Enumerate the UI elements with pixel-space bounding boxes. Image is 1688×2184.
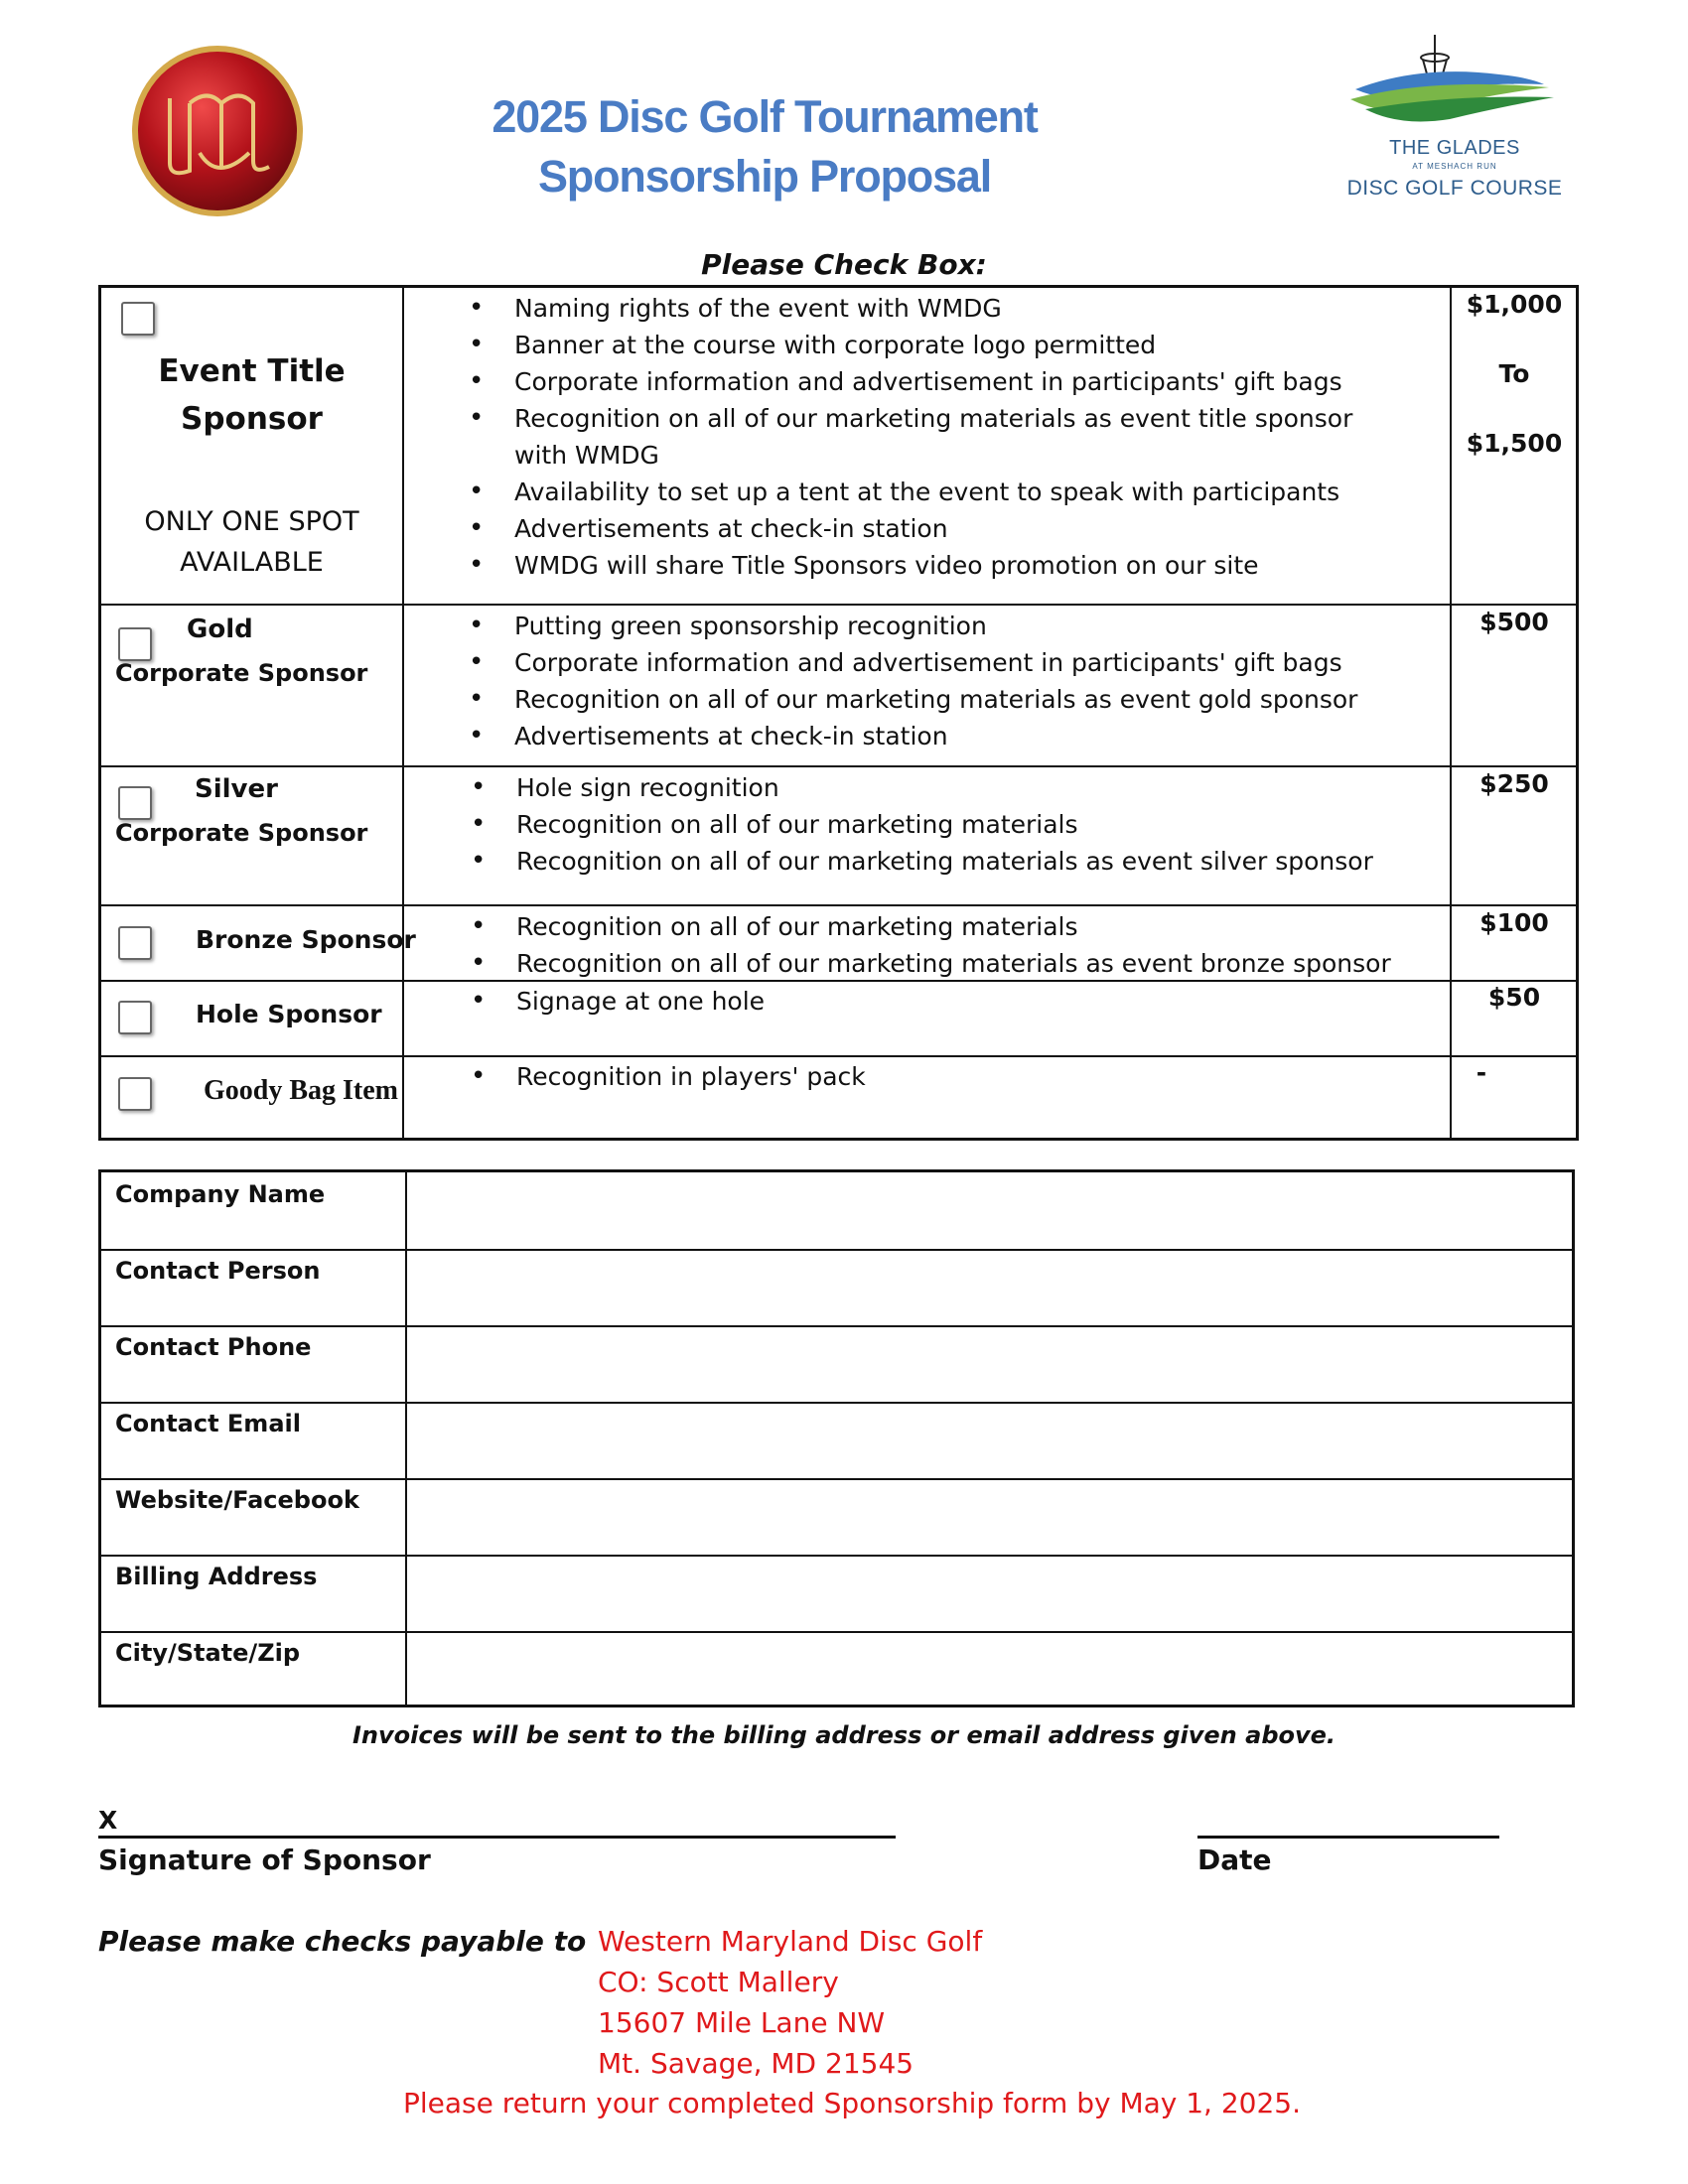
contact-phone-label: Contact Phone <box>115 1333 312 1361</box>
contact-row <box>101 1555 1572 1633</box>
benefit-item: • Recognition on all of our marketing materials as event title sponsor with WMDG <box>514 400 1408 474</box>
benefit-item: • Recognition on all of our marketing materials <box>516 908 1410 945</box>
contact-person-label: Contact Person <box>115 1257 321 1285</box>
contact-info-table <box>98 1169 1575 1707</box>
goody-bag-price: - <box>1476 1058 1487 1087</box>
contact-row <box>101 1478 1572 1557</box>
title-line-1: 2025 Disc Golf Tournament <box>492 91 1038 142</box>
benefit-item: • Hole sign recognition <box>516 769 1410 806</box>
glades-logo <box>1331 30 1579 208</box>
city-state-zip-label: City/State/Zip <box>115 1639 300 1667</box>
benefit-item: • Putting green sponsorship recognition <box>514 608 1408 644</box>
contact-email-field[interactable] <box>405 1402 1572 1478</box>
benefit-item: • Corporate information and advertisement in participants' gift bags <box>514 644 1408 681</box>
benefit-item: • Recognition on all of our marketing materials as event silver sponsor <box>516 843 1410 880</box>
tier-name-line-1: Event Title <box>158 353 346 389</box>
row-divider <box>101 604 1576 606</box>
payee-address-line: Mt. Savage, MD 21545 <box>598 2047 914 2080</box>
silver-sponsor-price: $250 <box>1479 769 1549 798</box>
title-sponsor-price-to: $1,500 <box>1466 429 1563 458</box>
check-instruction: Please Check Box: <box>701 248 987 281</box>
contact-person-field[interactable] <box>405 1249 1572 1325</box>
column-divider <box>402 288 404 1138</box>
title-sponsor-checkbox[interactable] <box>121 302 155 336</box>
benefit-item: • Naming rights of the event with WMDG <box>514 290 1408 327</box>
benefit-item: • WMDG will share Title Sponsors video promotion on our site <box>514 547 1408 584</box>
payee-address-line: Western Maryland Disc Golf <box>598 1925 983 1958</box>
signature-label: Signature of Sponsor <box>98 1843 431 1876</box>
date-label: Date <box>1197 1843 1272 1876</box>
benefit-item: • Recognition on all of our marketing materials <box>516 806 1410 843</box>
gold-sponsor-price: $500 <box>1479 608 1549 636</box>
page-title <box>417 87 1112 206</box>
company-name-field[interactable] <box>405 1172 1572 1249</box>
title-sponsor-benefits <box>514 290 1408 584</box>
tier-name-silver-sub: Corporate Sponsor <box>115 819 368 847</box>
benefit-item: • Recognition on all of our marketing materials as event gold sponsor <box>514 681 1408 718</box>
title-sponsor-price-from: $1,000 <box>1466 290 1563 319</box>
billing-address-label: Billing Address <box>115 1563 318 1590</box>
signature-line[interactable] <box>98 1836 896 1839</box>
title-sponsor-price-to-word: To <box>1498 359 1530 388</box>
invoice-note: Invoices will be sent to the billing address or email address given above. <box>352 1721 1336 1749</box>
website-facebook-label: Website/Facebook <box>115 1486 359 1514</box>
payee-address-line: CO: Scott Mallery <box>598 1966 839 1998</box>
tier-name-line-2: Sponsor <box>181 401 323 437</box>
contact-row <box>101 1325 1572 1404</box>
row-divider <box>101 904 1576 906</box>
city-state-zip-field[interactable] <box>405 1631 1572 1707</box>
hole-sponsor-price: $50 <box>1487 983 1541 1012</box>
billing-address-field[interactable] <box>405 1555 1572 1631</box>
silver-sponsor-benefits <box>516 769 1410 880</box>
hole-sponsor-benefits <box>516 983 1410 1020</box>
payable-label: Please make checks payable to <box>98 1925 587 1958</box>
tier-name-gold: Gold <box>187 614 253 644</box>
goody-bag-checkbox[interactable] <box>118 1077 152 1111</box>
silver-sponsor-checkbox[interactable] <box>118 786 152 820</box>
sponsorship-table <box>98 285 1579 1141</box>
gold-sponsor-checkbox[interactable] <box>118 627 152 661</box>
contact-row <box>101 1249 1572 1327</box>
tier-name-bronze: Bronze Sponsor <box>196 925 416 954</box>
website-facebook-field[interactable] <box>405 1478 1572 1555</box>
benefit-item: • Recognition on all of our marketing materials as event bronze sponsor <box>516 945 1410 982</box>
payee-address-line: 15607 Mile Lane NW <box>598 2006 886 2039</box>
title-line-2: Sponsorship Proposal <box>537 151 992 202</box>
row-divider <box>101 1055 1576 1057</box>
company-name-label: Company Name <box>115 1180 326 1208</box>
glades-subtitle: AT MESHACH RUN <box>1412 162 1497 171</box>
benefit-item: • Corporate information and advertisement in participants' gift bags <box>514 363 1408 400</box>
tier-availability-note <box>101 501 402 583</box>
contact-row <box>101 1402 1572 1480</box>
bronze-sponsor-benefits <box>516 908 1410 982</box>
hole-sponsor-checkbox[interactable] <box>118 1001 152 1034</box>
bronze-sponsor-price: $100 <box>1479 908 1549 937</box>
return-deadline-note: Please return your completed Sponsorship form by May 1, 2025. <box>402 2087 1302 2119</box>
note-line-2: AVAILABLE <box>180 547 324 578</box>
benefit-item: • Advertisements at check-in station <box>514 510 1408 547</box>
benefit-item: • Banner at the course with corporate logo permitted <box>514 327 1408 363</box>
contact-phone-field[interactable] <box>405 1325 1572 1402</box>
contact-row <box>101 1172 1572 1251</box>
tier-name-silver: Silver <box>195 774 278 804</box>
contact-email-label: Contact Email <box>115 1410 301 1437</box>
benefit-item: • Recognition in players' pack <box>516 1058 1410 1095</box>
glades-course-name: DISC GOLF COURSE <box>1346 177 1563 200</box>
note-line-1: ONLY ONE SPOT <box>144 506 359 537</box>
glades-name: THE GLADES <box>1389 137 1520 159</box>
bronze-sponsor-checkbox[interactable] <box>118 926 152 960</box>
contact-row <box>101 1631 1572 1707</box>
tier-name-hole: Hole Sponsor <box>196 1000 382 1028</box>
tier-name-gold-sub: Corporate Sponsor <box>115 659 368 687</box>
benefit-item: • Signage at one hole <box>516 983 1410 1020</box>
tier-name-goody-bag: Goody Bag Item <box>204 1075 398 1106</box>
benefit-item: • Availability to set up a tent at the event to speak with participants <box>514 474 1408 510</box>
signature-x-mark: X <box>98 1806 118 1835</box>
gold-sponsor-benefits <box>514 608 1408 754</box>
benefit-item: • Advertisements at check-in station <box>514 718 1408 754</box>
row-divider <box>101 765 1576 767</box>
date-line[interactable] <box>1197 1836 1499 1839</box>
tier-name-title <box>101 347 402 443</box>
goody-bag-benefits <box>516 1058 1410 1095</box>
wmdg-logo <box>130 44 305 218</box>
